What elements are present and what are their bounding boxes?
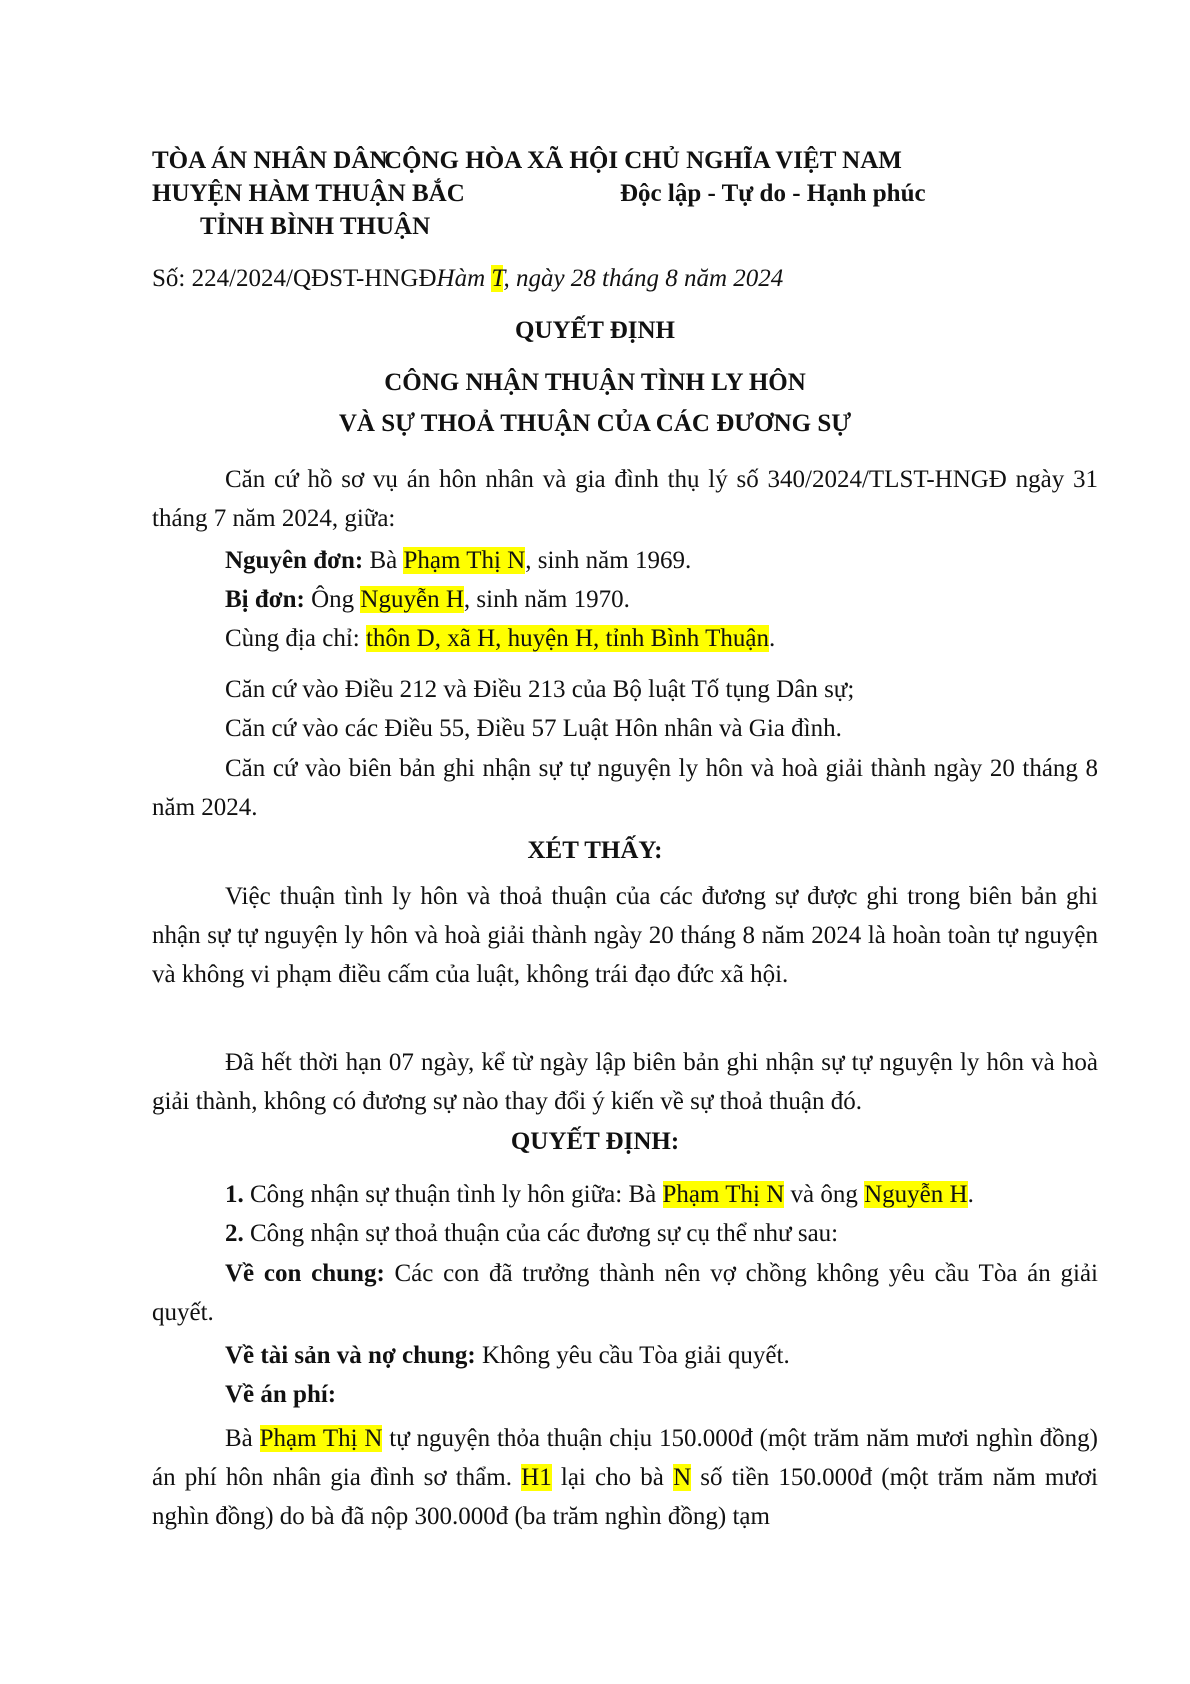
- item-1-mid: và ông: [784, 1181, 865, 1208]
- document-subtitle-2: VÀ SỰ THOẢ THUẬN CỦA CÁC ĐƯƠNG SỰ: [338, 410, 852, 437]
- fee-name: Phạm Thị N: [259, 1425, 383, 1452]
- item-1-end: .: [967, 1181, 974, 1208]
- defendant-name: Nguyễn H: [360, 586, 464, 613]
- document-subtitle-1: CÔNG NHẬN THUẬN TÌNH LY HÔN: [384, 369, 806, 396]
- decision-item-2: [225, 1219, 838, 1249]
- fee-n: N: [673, 1464, 692, 1491]
- assets-line: [225, 1341, 790, 1371]
- plaintiff-title: Bà: [363, 547, 404, 574]
- item-1-text: Công nhận sự thuận tình ly hôn giữa: Bà: [243, 1181, 663, 1208]
- decision-item-1: [225, 1180, 974, 1210]
- address-end: .: [768, 625, 776, 652]
- fee-label: Về án phí:: [225, 1381, 337, 1408]
- address-label: Cùng địa chỉ:: [225, 625, 366, 652]
- address-value: thôn D, xã H, huyện H, tỉnh Bình Thuận: [365, 625, 769, 652]
- children-paragraph: [152, 1254, 1098, 1332]
- plaintiff-label: Nguyên đơn:: [225, 547, 364, 574]
- nation-motto: CỘNG HÒA XÃ HỘI CHỦ NGHĨA VIỆT NAM: [384, 147, 902, 174]
- defendant-label: Bị đơn:: [225, 586, 305, 613]
- court-name-line3: TỈNH BÌNH THUẬN: [200, 213, 431, 240]
- defendant-line: [225, 585, 630, 615]
- legal-basis-1: Căn cứ vào Điều 212 và Điều 213 của Bộ luật Tố tụng Dân sự;: [225, 676, 855, 703]
- item-2-text: Công nhận sự thoả thuận của các đương sự cụ thể như sau:: [243, 1220, 839, 1247]
- assets-text: Không yêu cầu Tòa giải quyết.: [475, 1342, 790, 1369]
- court-name-line2: HUYỆN HÀM THUẬN BẮC: [152, 180, 465, 207]
- item-2-number: 2.: [225, 1220, 244, 1247]
- address-line: [225, 624, 775, 654]
- legal-basis-2: Căn cứ vào các Điều 55, Điều 57 Luật Hôn nhân và Gia đình.: [225, 715, 842, 742]
- findings-paragraph-1: Việc thuận tình ly hôn và thoả thuận của các đương sự được ghi trong biên bản ghi nhận sự tự nguyện ly hôn và hoà giải thành ngày 20 tháng 8 năm 2024 là hoàn toàn tự nguyện và không vi phạm điều cấm của luật, không trái đạo đức xã hội.: [152, 883, 1098, 988]
- fee-paragraph: [152, 1419, 1098, 1536]
- fee-text-3: số tiền 150.000đ (một trăm năm mươi nghìn đồng) do bà đã nộp 300.000đ (ba trăm nghìn đồng) tạm: [152, 1464, 1099, 1530]
- item-1-name-2: Nguyễn H: [864, 1181, 968, 1208]
- assets-label: Về tài sản và nợ chung:: [225, 1342, 476, 1369]
- fee-text-2: lại cho bà: [551, 1464, 674, 1491]
- item-1-name-1: Phạm Thị N: [662, 1181, 785, 1208]
- nation-slogan: Độc lập - Tự do - Hạnh phúc: [620, 180, 926, 207]
- case-basis-paragraph: Căn cứ hồ sơ vụ án hôn nhân và gia đình thụ lý số 340/2024/TLST-HNGĐ ngày 31 tháng 7 năm 2024, giữa:: [152, 466, 1098, 532]
- document-title: QUYẾT ĐỊNH: [515, 317, 675, 344]
- legal-basis-3: Căn cứ vào biên bản ghi nhận sự tự nguyện ly hôn và hoà giải thành ngày 20 tháng 8 năm 2024.: [152, 755, 1098, 821]
- fee-pre: Bà: [225, 1425, 260, 1452]
- decision-heading: QUYẾT ĐỊNH:: [510, 1128, 680, 1155]
- plaintiff-name: Phạm Thị N: [403, 547, 526, 574]
- findings-heading: XÉT THẤY:: [527, 837, 663, 864]
- plaintiff-line: [225, 546, 691, 576]
- decision-date: , ngày 28 tháng 8 năm 2024: [503, 265, 784, 292]
- defendant-birth: , sinh năm 1970.: [463, 586, 630, 613]
- item-1-number: 1.: [225, 1181, 244, 1208]
- fee-text-1: tự nguyện thỏa thuận chịu 150.000đ (một trăm năm mươi nghìn đồng) án phí hôn nhân gia đình sơ thẩm.: [152, 1425, 1099, 1491]
- decision-number: Số: 224/2024/QĐST-HNGĐ: [152, 265, 437, 292]
- place-name-highlight: T: [491, 265, 504, 292]
- place-name: Hàm: [436, 265, 492, 292]
- reference-line: [152, 264, 783, 294]
- children-text: Các con đã trưởng thành nên vợ chồng không yêu cầu Tòa án giải quyết.: [152, 1260, 1098, 1326]
- findings-paragraph-2: Đã hết thời hạn 07 ngày, kể từ ngày lập biên bản ghi nhận sự tự nguyện ly hôn và hoà giải thành, không có đương sự nào thay đổi ý kiến về sự thoả thuận đó.: [152, 1049, 1098, 1115]
- children-label: Về con chung:: [225, 1260, 385, 1287]
- defendant-title: Ông: [304, 586, 361, 613]
- fee-h1: H1: [521, 1464, 552, 1491]
- plaintiff-birth: , sinh năm 1969.: [525, 547, 692, 574]
- court-name-line1: TÒA ÁN NHÂN DÂN: [152, 147, 388, 174]
